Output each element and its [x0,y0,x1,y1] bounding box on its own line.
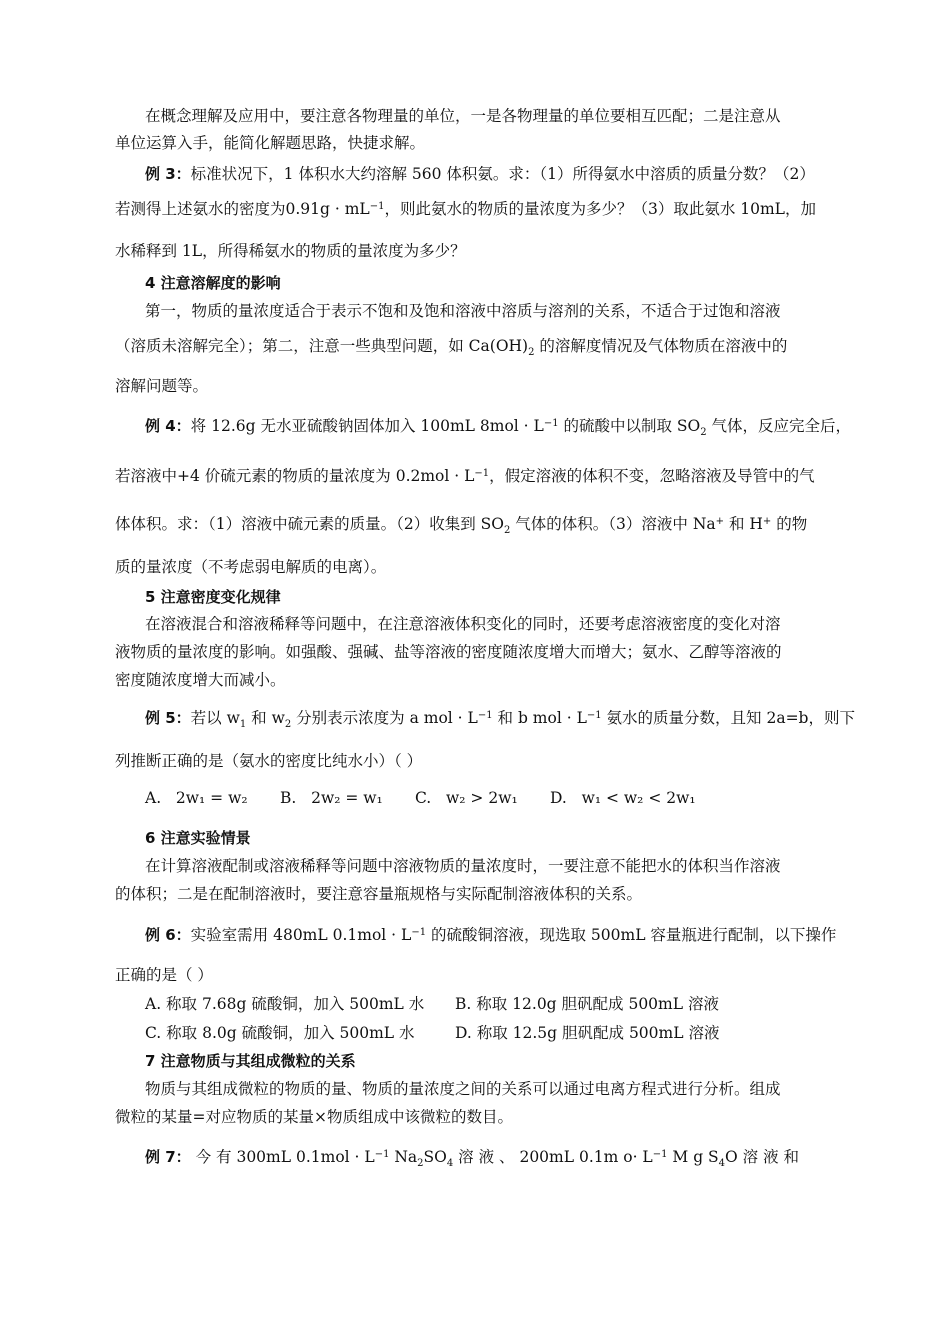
example-5-label: 例 5： [145,709,191,727]
example-3-text: 若测得上述氨水的密度为0.91g · mL [115,200,370,218]
subscript: 4 [446,1158,454,1169]
example-4-text: 的物 [771,515,808,533]
subscript: 1 [239,719,247,730]
section-7-line-2: 微粒的某量=对应物质的某量×物质组成中该微粒的数目。 [115,1108,513,1126]
superscript: −1 [374,1149,390,1160]
section-6-heading: 6 注意实验情景 [145,829,251,847]
option-a-label: A. [145,789,162,807]
subscript: 2 [503,525,511,536]
superscript: −1 [652,1149,668,1160]
example-4-line-2 [115,466,840,486]
example-7-text: 今 有 300mL 0.1mol · L [195,1148,375,1166]
section-7-heading: 7 注意物质与其组成微粒的关系 [145,1052,356,1070]
option-b: B. 称取 12.0g 胆矾配成 500mL 溶液 [455,995,719,1013]
example-5-options [145,788,840,808]
subscript: 2 [700,427,707,438]
example-5-text: 和 b mol · L [492,709,587,727]
option-d-label: D. [550,789,567,807]
option-d-text: w₁ < w₂ < 2w₁ [581,789,696,807]
section-4-text: 的溶解度情况及气体物质在溶液中的 [534,337,788,355]
example-4-label: 例 4： [145,417,191,435]
section-4-line-3: 溶解问题等。 [115,377,209,395]
option-a [145,788,280,808]
example-7-text: 溶 液 、 200mL 0.1m o· L [453,1148,653,1166]
example-6-options-row-1 [145,994,840,1014]
example-6-options-row-2 [145,1023,840,1043]
section-5-line-3: 密度随浓度增大而减小。 [115,671,286,689]
example-3-text: 标准状况下，1 体积水大约溶解 560 体积氨。求：（1）所得氨水中溶质的质量分数？（2） [190,165,815,183]
option-a-text: 2w₁ = w₂ [175,789,248,807]
example-4-text: 和 H [724,515,763,533]
example-4-text: 体体积。求：（1）溶液中硫元素的质量。（2）收集到 SO [115,515,504,533]
superscript: −1 [474,468,490,479]
example-5-line-2: 列推断正确的是（氨水的密度比纯水小）（ ） [115,752,423,770]
example-5-line-1 [145,708,855,730]
example-3-label: 例 3： [145,165,191,183]
option-b-text: 2w₂ = w₁ [311,789,383,807]
example-4-text: 气体的体积。（3）溶液中 Na [510,515,716,533]
superscript: −1 [411,927,427,938]
section-5-line-2: 液物质的量浓度的影响。如强酸、强碱、盐等溶液的密度随浓度增大而增大；氨水、乙醇等溶液的 [115,643,782,661]
subscript: 2 [417,1158,424,1169]
intro-line-1: 在概念理解及应用中，要注意各物理量的单位，一是各物理量的单位要相互匹配；二是注意从 [145,107,781,125]
example-7-text: SO [423,1148,447,1166]
example-6-line-1 [145,925,840,945]
example-4-text: ，假定溶液的体积不变，忽略溶液及导管中的气 [489,467,815,485]
section-4-line-1: 第一，物质的量浓度适合于表示不饱和及饱和溶液中溶质与溶剂的关系，不适合于过饱和溶液 [145,302,781,320]
intro-line-2: 单位运算入手，能简化解题思路，快捷求解。 [115,134,426,152]
superscript: −1 [586,710,602,721]
section-5-line-1: 在溶液混合和溶液稀释等问题中，在注意溶液体积变化的同时，还要考虑溶液密度的变化对溶 [145,615,781,633]
option-a: A. 称取 7.68g 硫酸铜，加入 500mL 水 [145,995,425,1013]
example-6-label: 例 6： [145,926,191,944]
section-4-line-2 [115,336,840,356]
example-5-text: 分别表示浓度为 a mol · L [291,709,478,727]
option-c [415,788,550,808]
section-6-line-2: 的体积；二是在配制溶液时，要注意容量瓶规格与实际配制溶液体积的关系。 [115,885,643,903]
example-4-text: 若溶液中+4 价硫元素的物质的量浓度为 0.2mol · L [115,467,475,485]
superscript: + [715,516,725,527]
example-7-label: 例 7： [145,1148,191,1166]
subscript: 4 [718,1158,726,1169]
subscript: 2 [284,719,292,730]
example-7-text: O 溶 液 和 [725,1148,800,1166]
option-c-text: w₂ > 2w₁ [446,789,518,807]
example-5-text: 若以 w [190,709,240,727]
example-7-text: M g S [667,1148,719,1166]
section-5-heading: 5 注意密度变化规律 [145,588,281,606]
example-3-line-1 [145,164,840,184]
example-4-line-4: 质的量浓度（不考虑弱电解质的电离）。 [115,558,387,576]
option-b [280,788,415,808]
example-4-text: 的硫酸中以制取 SO [558,417,701,435]
section-4-text: （溶质未溶解完全）；第二，注意一些典型问题，如 Ca(OH) [115,337,529,355]
section-6-line-1: 在计算溶液配制或溶液稀释等问题中溶液物质的量浓度时，一要注意不能把水的体积当作溶液 [145,857,781,875]
option-d: D. 称取 12.5g 胆矾配成 500mL 溶液 [455,1024,720,1042]
example-4-text: 气体，反应完全后， [706,417,852,435]
superscript: −1 [369,201,385,212]
example-3-text: ，则此氨水的物质的量浓度为多少？（3）取此氨水 10mL，加 [384,200,816,218]
example-6-line-2: 正确的是（ ） [115,966,213,984]
superscript: −1 [477,710,493,721]
example-5-text: 氨水的质量分数，且知 2a=b，则下 [601,709,855,727]
example-6-text: 的硫酸铜溶液，现选取 500mL 容量瓶进行配制，以下操作 [426,926,837,944]
example-6-text: 实验室需用 480mL 0.1mol · L [190,926,412,944]
example-4-line-3 [115,514,840,534]
example-3-line-3: 水稀释到 1L，所得稀氨水的物质的量浓度为多少？ [115,242,466,260]
option-b-label: B. [280,789,297,807]
example-4-text: 将 12.6g 无水亚硫酸钠固体加入 100mL 8mol · L [190,417,544,435]
example-7-line-1 [145,1147,840,1167]
section-7-line-1: 物质与其组成微粒的物质的量、物质的量浓度之间的关系可以通过电离方程式进行分析。组成 [145,1080,781,1098]
example-3-line-2 [115,199,840,219]
subscript: 2 [528,347,535,358]
section-4-heading: 4 注意溶解度的影响 [145,274,281,292]
superscript: + [762,516,772,527]
example-5-text: 和 w [246,709,285,727]
example-4-line-1 [145,416,852,438]
superscript: −1 [543,418,559,429]
option-c-label: C. [415,789,432,807]
option-d [550,788,710,808]
example-7-text: Na [389,1148,418,1166]
option-c: C. 称取 8.0g 硫酸铜，加入 500mL 水 [145,1024,415,1042]
